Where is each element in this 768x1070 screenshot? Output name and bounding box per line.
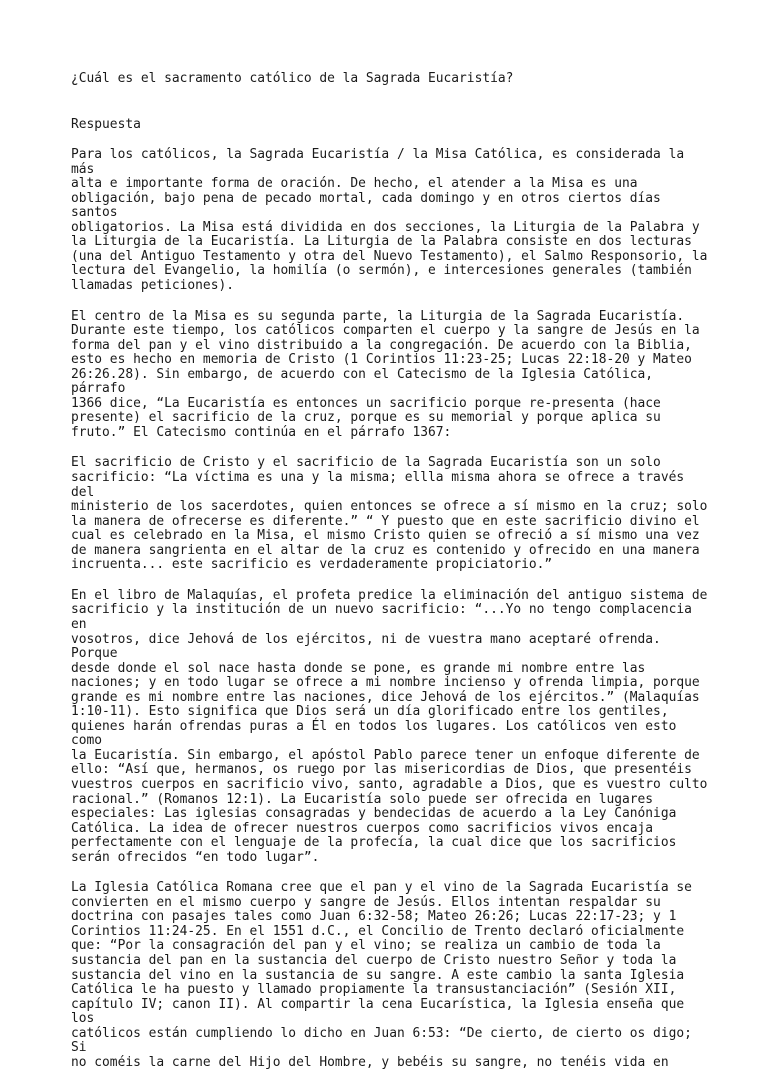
paragraph-2: El centro de la Misa es su segunda parte, la Liturgia de la Sagrada Eucaristía. Durante este tiempo, los católicos comparten el cuerpo y la sangre de Jesús en la forma del pan y el vino distribuido a la congregación. De acuerdo con la Biblia, esto es hecho en memoria de Cristo (1 Corintios 11:23-25; Lucas 22:18-20 y Mateo 26:26.28). Sin embargo, de acuerdo con el Catecismo de la Iglesia Católica, párrafo 1366 dice, “La Eucaristía es entonces un sacrificio porque re-presenta (hace presente) el sacrificio de la cruz, porque es su memorial y porque aplica su fruto.” El Catecismo continúa en el párrafo 1367: — [71, 308, 700, 440]
document-title: ¿Cuál es el sacramento católico de la Sagrada Eucaristía? — [71, 71, 514, 86]
paragraph-5: La Iglesia Católica Romana cree que el pan y el vino de la Sagrada Eucaristía se convierten en el mismo cuerpo y sangre de Jesús. Ellos intentan respaldar su doctrina con pasajes tales como Juan 6:32-58; Mateo 26:26; Lucas 22:17-23; y 1 Corintios 11:24-25. En el 1551 d.C., el Concilio de Trento declaró oficialmente que: “Por la consagración del pan y el vino; se realiza un cambio de toda la sustancia del pan en la sustancia del cuerpo de Cristo nuestro Señor y toda la sustancia del vino en la sustancia de su sangre. A este cambio la santa Iglesia Católica le ha puesto y llamado propiamente la transustanciación” (Sesión XII, capítulo IV; canon II). Al compartir la cena Eucarística, la Iglesia enseña que los católicos están cumpliendo lo dicho en Juan 6:53: “De cierto, de cierto os digo; Si no coméis la carne del Hijo del Hombre, y bebéis su sangre, no tenéis vida en — [71, 880, 692, 1070]
paragraph-4: En el libro de Malaquías, el profeta predice la eliminación del antiguo sistema de sacrificio y la institución de un nuevo sacrificio: “...Yo no tengo complacencia en vosotros, dice Jehová de los ejércitos, ni de vuestra mano aceptaré ofrenda. Porque desde donde el sol nace hasta donde se pone, es grande mi nombre entre las naciones; y en todo lugar se ofrece a mi nombre incienso y ofrenda limpia, porque grande es mi nombre entre las naciones, dice Jehová de los ejércitos.” (Malaquías 1:10-11). Esto significa que Dios será un día glorificado entre los gentiles, quienes harán ofrendas puras a Él en todos los lugares. Los católicos ven esto como la Eucaristía. Sin embargo, el apóstol Pablo parece tener un enfoque diferente de ello: “Así que, hermanos, os ruego por las misericordias de Dios, que presentéis vuestros cuerpos en sacrificio vivo, santo, agradable a Dios, que es vuestro culto racional.” (Romanos 12:1). La Eucaristía solo puede ser ofrecida en lugares especiales: Las iglesias consagradas y bendecidas de acuerdo a la Ley Canóniga Católica. La idea de ofrecer nuestros cuerpos como sacrificios vivos encaja perfectamente con el lenguaje de la profecía, la cual dice que los sacrificios serán ofrecidos “en todo lugar”. — [71, 587, 708, 865]
answer-heading: Respuesta — [71, 116, 141, 132]
paragraph-3: El sacrificio de Cristo y el sacrificio de la Sagrada Eucaristía son un solo sacrificio: “La víctima es una y la misma; ellla misma ahora se ofrece a través del ministerio de los sacerdotes, quien entonces se ofrece a sí mismo en la cruz; solo la manera de ofrecerse es diferente.” “ Y puesto que en este sacrificio divino el cual es celebrado en la Misa, el mismo Cristo quien se ofreció a sí mismo una vez de manera sangrienta en el altar de la cruz es contenido y ofrecido en una manera incruenta... este sacrificio es verdaderamente propiciatorio.” — [71, 455, 708, 573]
paragraph-1: Para los católicos, la Sagrada Eucaristía / la Misa Católica, es considerada la más alta e importante forma de oración. De hecho, el atender a la Misa es una obligación, bajo pena de pecado mortal, cada domingo y en otros ciertos días santos obligatorios. La Misa está dividida en dos secciones, la Liturgia de la Palabra y la Liturgia de la Eucaristía. La Liturgia de la Palabra consiste en dos lecturas (una del Antiguo Testamento y otra del Nuevo Testamento), el Salmo Responsorio, la lectura del Evangelio, la homilía (o sermón), e intercesiones generales (también llamadas peticiones). — [71, 147, 708, 294]
document-page — [71, 64, 711, 1070]
